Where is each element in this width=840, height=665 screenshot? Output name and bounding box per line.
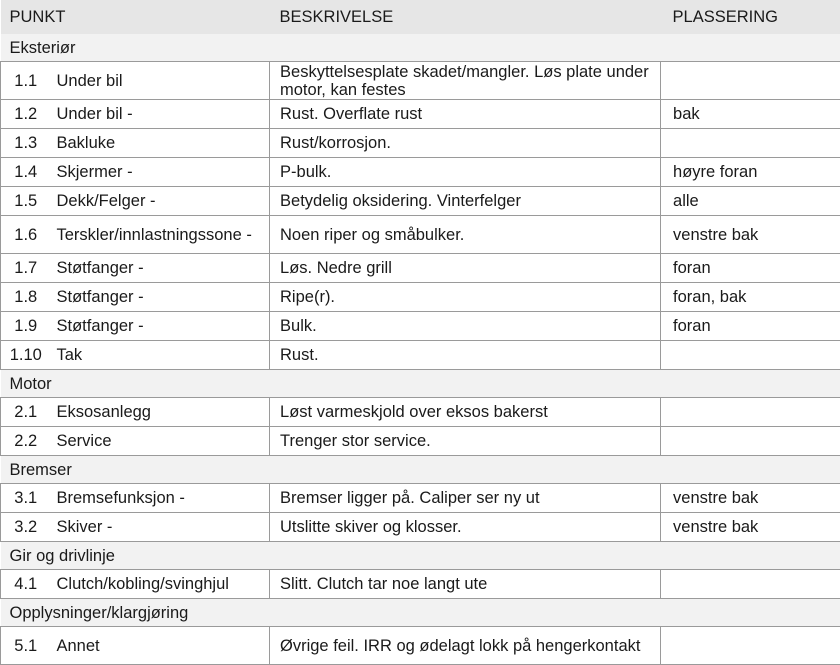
row-location: høyre foran: [661, 158, 840, 187]
row-item: Bremsefunksjon -: [51, 484, 270, 513]
section-header: [1, 599, 840, 627]
section-header: [1, 456, 840, 484]
row-number: 1.1: [1, 62, 51, 100]
row-number: 1.7: [1, 254, 51, 283]
row-location: bak: [661, 100, 840, 129]
row-number: 1.4: [1, 158, 51, 187]
table-row: [1, 627, 840, 665]
row-location: [661, 570, 840, 599]
table-row: [1, 513, 840, 542]
row-location: venstre bak: [661, 484, 840, 513]
header-beskrivelse: BESKRIVELSE: [270, 0, 661, 34]
row-number: 1.3: [1, 129, 51, 158]
table-row: [1, 341, 840, 370]
table-row: [1, 216, 840, 254]
row-item: Eksosanlegg: [51, 398, 270, 427]
row-item: Under bil -: [51, 100, 270, 129]
table-row: [1, 100, 840, 129]
section-title: Motor: [1, 370, 840, 398]
row-item: Dekk/Felger -: [51, 187, 270, 216]
row-number: 1.5: [1, 187, 51, 216]
row-location: [661, 341, 840, 370]
row-number: 1.10: [1, 341, 51, 370]
section-title: Opplysninger/klargjøring: [1, 599, 840, 627]
row-location: [661, 427, 840, 456]
table-row: [1, 427, 840, 456]
row-description: Slitt. Clutch tar noe langt ute: [270, 570, 661, 599]
row-number: 1.9: [1, 312, 51, 341]
section-title: Bremser: [1, 456, 840, 484]
section-header: [1, 34, 840, 62]
table-row: [1, 570, 840, 599]
row-number: 4.1: [1, 570, 51, 599]
row-item: Skiver -: [51, 513, 270, 542]
table-row: [1, 254, 840, 283]
row-description: Bulk.: [270, 312, 661, 341]
row-location: venstre bak: [661, 513, 840, 542]
row-description: Øvrige feil. IRR og ødelagt lokk på hengerkontakt: [270, 627, 661, 665]
row-item: Under bil: [51, 62, 270, 100]
table-header: [1, 0, 840, 34]
row-location: venstre bak: [661, 216, 840, 254]
row-description: Noen riper og småbulker.: [270, 216, 661, 254]
row-location: alle: [661, 187, 840, 216]
row-number: 2.2: [1, 427, 51, 456]
row-number: 2.1: [1, 398, 51, 427]
table-row: [1, 484, 840, 513]
row-item: Annet: [51, 627, 270, 665]
row-item: Støtfanger -: [51, 312, 270, 341]
row-item: Service: [51, 427, 270, 456]
row-item: Terskler/innlastningssone -: [51, 216, 270, 254]
row-description: Bremser ligger på. Caliper ser ny ut: [270, 484, 661, 513]
row-number: 3.2: [1, 513, 51, 542]
row-location: foran: [661, 312, 840, 341]
table-body: [1, 34, 840, 665]
row-location: [661, 129, 840, 158]
row-item: Støtfanger -: [51, 254, 270, 283]
row-location: [661, 62, 840, 100]
table-row: [1, 312, 840, 341]
table-row: [1, 158, 840, 187]
row-description: Løst varmeskjold over eksos bakerst: [270, 398, 661, 427]
row-description: Trenger stor service.: [270, 427, 661, 456]
row-location: [661, 627, 840, 665]
table-row: [1, 129, 840, 158]
header-plassering: PLASSERING: [661, 0, 840, 34]
row-description: Betydelig oksidering. Vinterfelger: [270, 187, 661, 216]
row-description: Beskyttelsesplate skadet/mangler. Løs plate under motor, kan festes: [270, 62, 661, 100]
row-description: Rust.: [270, 341, 661, 370]
row-number: 1.6: [1, 216, 51, 254]
row-description: Rust. Overflate rust: [270, 100, 661, 129]
row-location: [661, 398, 840, 427]
row-description: Rust/korrosjon.: [270, 129, 661, 158]
section-header: [1, 542, 840, 570]
row-description: Utslitte skiver og klosser.: [270, 513, 661, 542]
section-title: Eksteriør: [1, 34, 840, 62]
row-description: Ripe(r).: [270, 283, 661, 312]
row-item: Bakluke: [51, 129, 270, 158]
table-row: [1, 398, 840, 427]
row-item: Støtfanger -: [51, 283, 270, 312]
row-number: 3.1: [1, 484, 51, 513]
section-title: Gir og drivlinje: [1, 542, 840, 570]
row-item: Tak: [51, 341, 270, 370]
row-number: 5.1: [1, 627, 51, 665]
row-item: Skjermer -: [51, 158, 270, 187]
row-location: foran, bak: [661, 283, 840, 312]
row-description: Løs. Nedre grill: [270, 254, 661, 283]
row-number: 1.2: [1, 100, 51, 129]
section-header: [1, 370, 840, 398]
row-location: foran: [661, 254, 840, 283]
row-item: Clutch/kobling/svinghjul: [51, 570, 270, 599]
table-row: [1, 62, 840, 100]
table-row: [1, 283, 840, 312]
row-number: 1.8: [1, 283, 51, 312]
header-punkt: PUNKT: [1, 0, 270, 34]
table-row: [1, 187, 840, 216]
row-description: P-bulk.: [270, 158, 661, 187]
